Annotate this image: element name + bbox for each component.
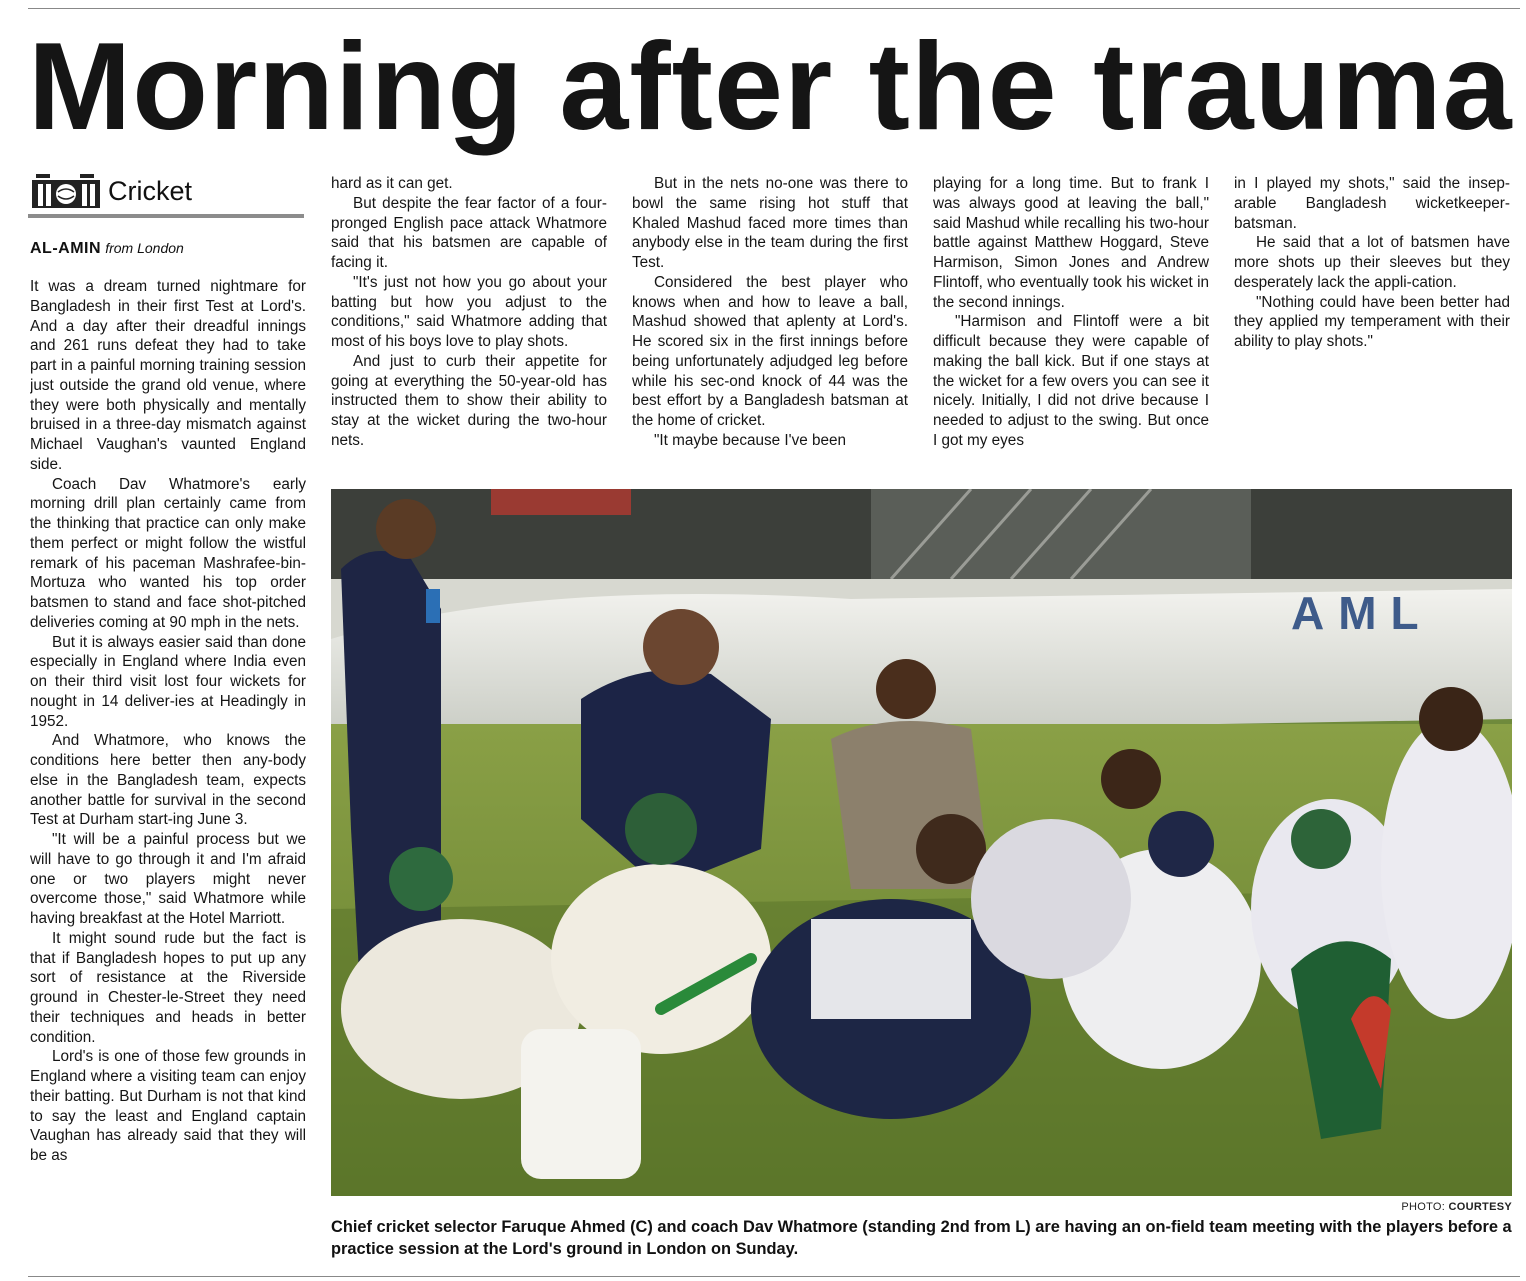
paragraph: But despite the fear factor of a four-pronged English pace attack Whatmore said that his batsmen are capable of facing it. [331,194,607,271]
headline: Morning after the trauma [28,18,1513,156]
paragraph: "Harmison and Flintoff were a bit difficult because they were capable of making the ball kick. But if one stays at the wicket for a few overs you can see it nicely. Initially, I did not drive because I needed to adjust to the swing. But once I got my eyes [933,313,1209,449]
byline [30,238,184,259]
photo-caption: Chief cricket selector Faruque Ahmed (C) and coach Dav Whatmore (standing 2nd from L) are having an on-field team meeting with the players before a practice session at the Lord's ground in London on Sunday. [331,1218,1512,1258]
team-meeting-photo [331,489,1512,1196]
paragraph: "It maybe because I've been [654,431,847,449]
bottom-rule [28,1276,1520,1277]
paragraph: It was a dream turned nightmare for Bangladesh in their first Test at Lord's. And a day after their dreadful innings and 261 runs defeat they had to take part in a painful morning training session just outside the grand old venue, where they were both physically and mentally bruised in a three-day mismatch against Michael Vaughan's vaunted England side. [30,278,306,473]
paragraph: But it is always easier said than done especially in England where India even on their third visit lost four wickets for nought in 14 deliver-ies at Headingly in 1952. [30,633,306,730]
byline-location: from London [105,240,184,256]
article-column-4 [933,174,1209,474]
paragraph: hard as it can get. [331,175,453,192]
article-column-5 [1234,174,1510,474]
section-header [28,170,304,218]
top-rule [28,8,1520,9]
article-column-3 [632,174,908,474]
paragraph: Lord's is one of those few grounds in England where a visiting team can enjoy their batting. But Durham is not that kind to say the least and England captain Vaughan has already said that they will be as [30,1048,306,1164]
section-name: Cricket [108,176,193,206]
paragraph: But in the nets no-one was there to bowl the same rising hot stuff that Khaled Mashud faced more times than anybody else in the team during the first Test. [632,175,908,271]
paragraph: He said that a lot of batsmen have more shots up their sleeves but they desperately lack the appli-cation. [1234,234,1510,291]
banner-text: AML [1291,587,1433,639]
paragraph: "Nothing could have been better had they applied my temperament with their ability to play shots." [1234,293,1510,350]
paragraph: "It will be a painful process but we will have to go through it and I'm afraid one or two players might never overcome those," said Whatmore while having breakfast at the Hotel Marriott. [30,831,306,927]
cricket-stumps-ball-icon [30,172,104,210]
article-column-1 [30,277,306,1267]
paragraph: It might sound rude but the fact is that if Bangladesh hopes to put up any sort of resistance at the Riverside ground in Chester-le-Street they need their techniques and heads in better condition. [30,929,306,1046]
paragraph: "It's just not how you go about your batting but how you adjust to the conditions," said Whatmore adding that most of his boys love to play shots. [331,273,607,350]
photo-credit-label: PHOTO: [1401,1201,1446,1213]
paragraph: And just to curb their appetite for going at everything the 50-year-old has instructed them to show their ability to stay at the wicket during the two-hour nets. [331,352,607,449]
photo-credit-source: COURTESY [1448,1201,1512,1213]
paragraph: playing for a long time. But to frank I was always good at leaving the ball," said Mashud while recalling his two-hour battle against Matthew Hoggard, Steve Harmison, Simon Jones and Andrew Flintoff, who eventually took his wicket in the second innings. [933,175,1209,311]
photo-credit [1300,1200,1512,1214]
paragraph: in I played my shots," said the insep-arable Bangladesh wicketkeeper-batsman. [1234,175,1510,232]
paragraph: And Whatmore, who knows the conditions here better then any-body else in the Bangladesh team, expects another battle for survival in the second Test at Durham start-ing June 3. [30,732,306,829]
article-column-2 [331,174,607,474]
paragraph: Coach Dav Whatmore's early morning drill plan certainly came from the thinking that practice can only make them perfect or might follow the wistful remark of his paceman Mashrafee-bin-Mortuza who wanted his top order batsmen to stand and face shot-pitched deliveries coming at 90 mph in the nets. [30,475,306,631]
byline-author: AL-AMIN [30,240,102,257]
paragraph: Considered the best player who knows when and how to leave a ball, Mashud showed that aplenty at Lord's. He scored six in the first innings before being unfortunately adjudged leg before while his sec-ond knock of 44 was the best effort by a Bangladesh batsman at the home of cricket. [632,273,908,429]
